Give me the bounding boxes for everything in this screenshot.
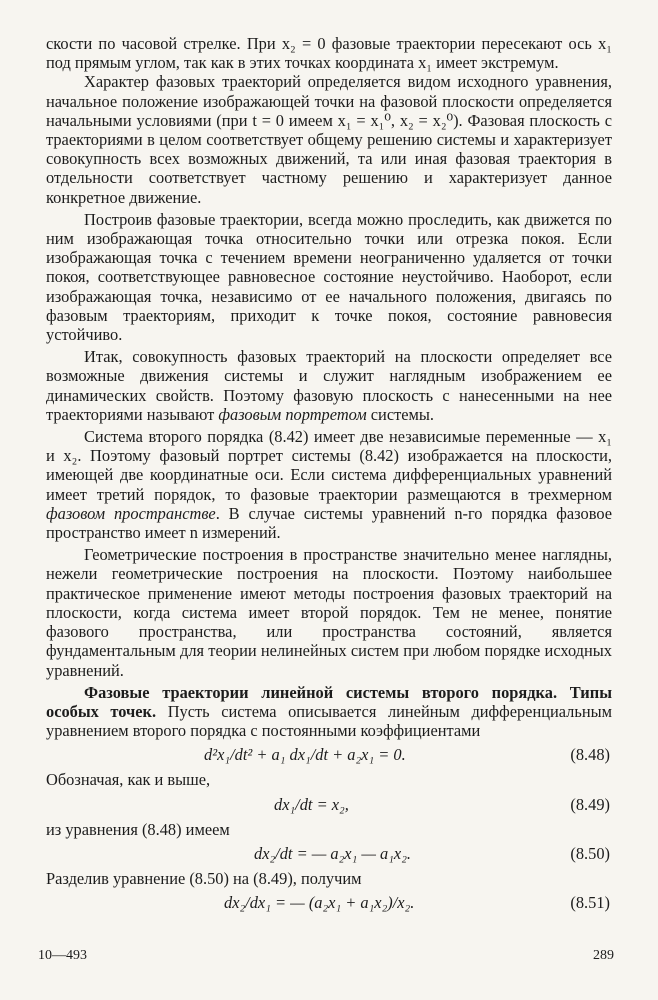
equation-number: (8.50)	[570, 843, 610, 863]
connector-3: Разделив уравнение (8.50) на (8.49), получим	[46, 868, 362, 888]
paragraph-3: Построив фазовые траектории, всегда можно проследить, как движется по ним изображающая точка относительно точки или отрезка покоя. Если изображающая точка с течением времени неограниченно удаляется от точки покоя, соответствующее равновесное состояние неустойчиво. Наоборот, если изображающая точка, независимо от ее начального положения, двигаясь по фазовым траекториям, приходит к точке покоя, состояние равновесия устойчиво.	[46, 209, 612, 345]
equation-number: (8.48)	[570, 745, 610, 765]
equation-8-49	[46, 792, 612, 818]
paragraph-1: скости по часовой стрелке. При x₂ = 0 фазовые траектории пересекают ось x₁ под прямым углом, так как в этих точках координата x₁ имеет экстремум.	[46, 34, 612, 73]
page-footer	[38, 948, 614, 968]
paragraph-4-text-a: Итак, совокупность фазовых траекторий на плоскости определяет все возможные движения системы и служит наглядным изображением ее динамических свойств. Поэтому фазовую плоскость с нанесенными на нее траекториями называют	[46, 347, 612, 424]
equation-8-51	[46, 890, 612, 916]
section-heading: Фазовые траектории линейной системы второго порядка. Типы особых точек.	[46, 682, 612, 721]
equation-number: (8.51)	[570, 892, 610, 912]
printer-signature: 10—493	[38, 948, 87, 963]
connector-2: из уравнения (8.48) имеем	[46, 819, 230, 839]
paragraph-5-text-a: Система второго порядка (8.42) имеет две независимые переменные — x₁ и x₂. Поэтому фазовый портрет системы (8.42) изображается на плоскости, имеющей две координатные оси. Если система дифференциальных уравнений имеет третий порядок, то фазовые траектории размещаются в трехмерном	[46, 427, 612, 504]
equation-number: (8.49)	[570, 794, 610, 814]
equation-8-50	[46, 841, 612, 867]
paragraph-5	[46, 427, 612, 542]
paragraph-5-text-b: . В случае системы уравнений n-го порядка фазовое пространство имеет n измерений.	[46, 503, 612, 543]
connector-1: Обозначая, как и выше,	[46, 770, 211, 790]
equation-formula: d²x₁/dt² + a₁ dx₁/dt + a₂x₁ = 0.	[204, 745, 406, 765]
term-phase-portrait: фазовым портретом	[218, 404, 367, 424]
paragraph-4	[46, 347, 612, 424]
equation-formula: dx₁/dt = x₂,	[274, 794, 349, 814]
paragraph-2: Характер фазовых траекторий определяется видом исходного уравнения, начальное положение изображающей точки на фазовой плоскости определяется начальными условиями (при t = 0 имеем x₁ = x₁⁰, x₂ = x₂⁰). Фазовая плоскость с траекториями в целом соответствует общему решению системы и характеризует совокупность всех возможных движений, та или иная фазовая траектория в отдельности соответствует частному решению и характеризует данное конкретное движение.	[46, 72, 612, 207]
page-body	[46, 34, 612, 918]
page-number: 289	[593, 948, 614, 963]
equation-formula: dx₂/dt = — a₂x₁ — a₁x₂.	[254, 843, 411, 863]
paragraph-7	[46, 683, 612, 741]
term-phase-space: фазовом пространстве	[46, 503, 216, 523]
equation-formula: dx₂/dx₁ = — (a₂x₁ + a₁x₂)/x₂.	[224, 892, 415, 912]
paragraph-4-text-b: системы.	[366, 404, 435, 424]
paragraph-6: Геометрические построения в пространстве значительно менее наглядны, нежели геометрические построения на плоскости. Поэтому наибольшее практическое применение имеют методы построения фазовых траекторий на плоскости, когда система имеет второй порядок. Тем не менее, понятие фазового пространства, или пространства состояний, является фундаментальным для теории нелинейных систем при любом порядке исходных уравнений.	[46, 545, 612, 680]
equation-8-48	[46, 742, 612, 768]
paragraph-7-text: Пусть система описывается линейным дифференциальным уравнением второго порядка с постоянными коэффициентами	[46, 701, 612, 741]
